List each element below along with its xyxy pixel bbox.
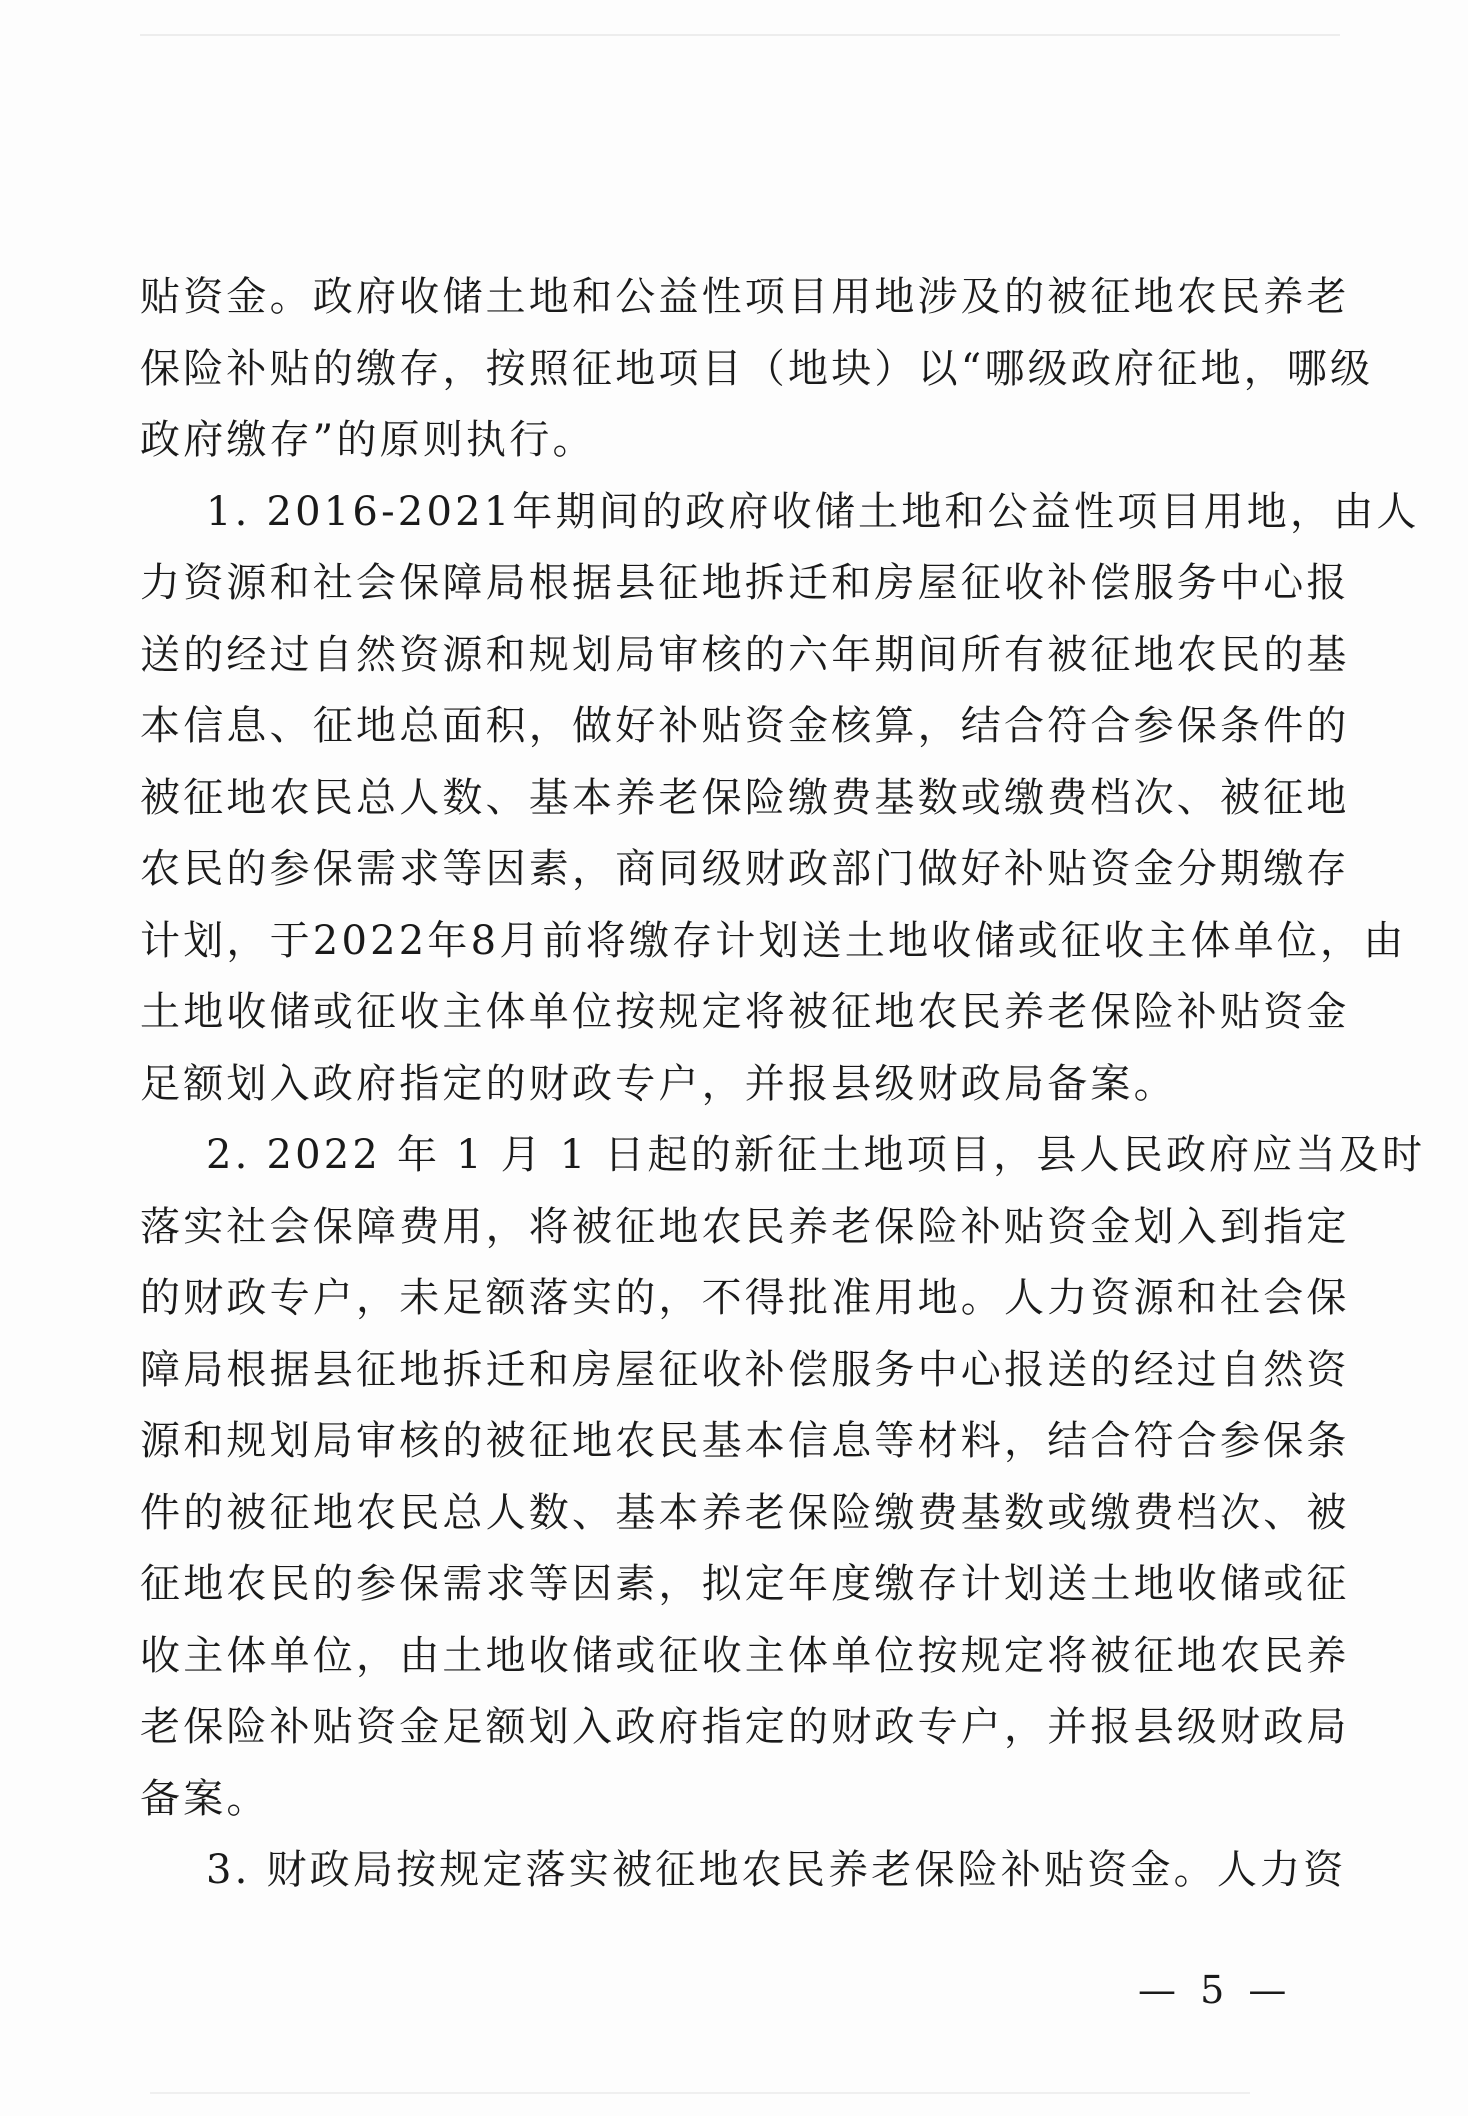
document-body (140, 262, 1426, 1907)
text-line: 政府缴存”的原则执行。 (140, 417, 596, 463)
text-line: 农民的参保需求等因素，商同级财政部门做好补贴资金分期缴存 (140, 846, 1350, 892)
text-line: 贴资金。政府收储土地和公益性项目用地涉及的被征地农民养老 (140, 274, 1350, 320)
scan-artifact-top (140, 34, 1340, 36)
text-line: 落实社会保障费用，将被征地农民养老保险补贴资金划入到指定 (140, 1203, 1350, 1250)
text-line: 土地收储或征收主体单位按规定将被征地农民养老保险补贴资金 (140, 989, 1350, 1035)
page-number: — 5 — (1138, 1968, 1293, 2012)
text-line: 计划，于2022年8月前将缴存计划送土地收储或征收主体单位，由 (140, 917, 1407, 964)
text-line: 收主体单位，由土地收储或征收主体单位按规定将被征地农民养 (140, 1632, 1350, 1679)
text-line: 老保险补贴资金足额划入政府指定的财政专户，并报县级财政局 (140, 1704, 1350, 1750)
text-line: 本信息、征地总面积，做好补贴资金核算，结合符合参保条件的 (140, 703, 1350, 749)
text-line: 被征地农民总人数、基本养老保险缴费基数或缴费档次、被征地 (140, 774, 1350, 821)
text-line: 件的被征地农民总人数、基本养老保险缴费基数或缴费档次、被 (140, 1489, 1350, 1536)
text-line: 障局根据县征地拆迁和房屋征收补偿服务中心报送的经过自然资 (140, 1346, 1350, 1393)
text-line: 征地农民的参保需求等因素，拟定年度缴存计划送土地收储或征 (140, 1561, 1350, 1607)
text-line: 的财政专户，未足额落实的，不得批准用地。人力资源和社会保 (140, 1275, 1350, 1321)
scan-artifact-bottom (150, 2092, 1250, 2094)
paragraph-3-start: 3. 财政局按规定落实被征地农民养老保险补贴资金。人力资 (206, 1847, 1347, 1893)
text-line: 保险补贴的缴存，按照征地项目（地块）以“哪级政府征地，哪级 (140, 345, 1374, 392)
text-line: 送的经过自然资源和规划局审核的六年期间所有被征地农民的基 (140, 631, 1350, 678)
paragraph-2-start: 2. 2022 年 1 月 1 日起的新征土地项目，县人民政府应当及时 (206, 1132, 1426, 1178)
text-line: 足额划入政府指定的财政专户，并报县级财政局备案。 (140, 1060, 1177, 1107)
text-line: 源和规划局审核的被征地农民基本信息等材料，结合符合参保条 (140, 1418, 1350, 1464)
text-line: 备案。 (140, 1775, 270, 1822)
text-line: 力资源和社会保障局根据县征地拆迁和房屋征收补偿服务中心报 (140, 560, 1350, 606)
paragraph-1-start: 1. 2016-2021年期间的政府收储土地和公益性项目用地，由人 (206, 488, 1420, 535)
